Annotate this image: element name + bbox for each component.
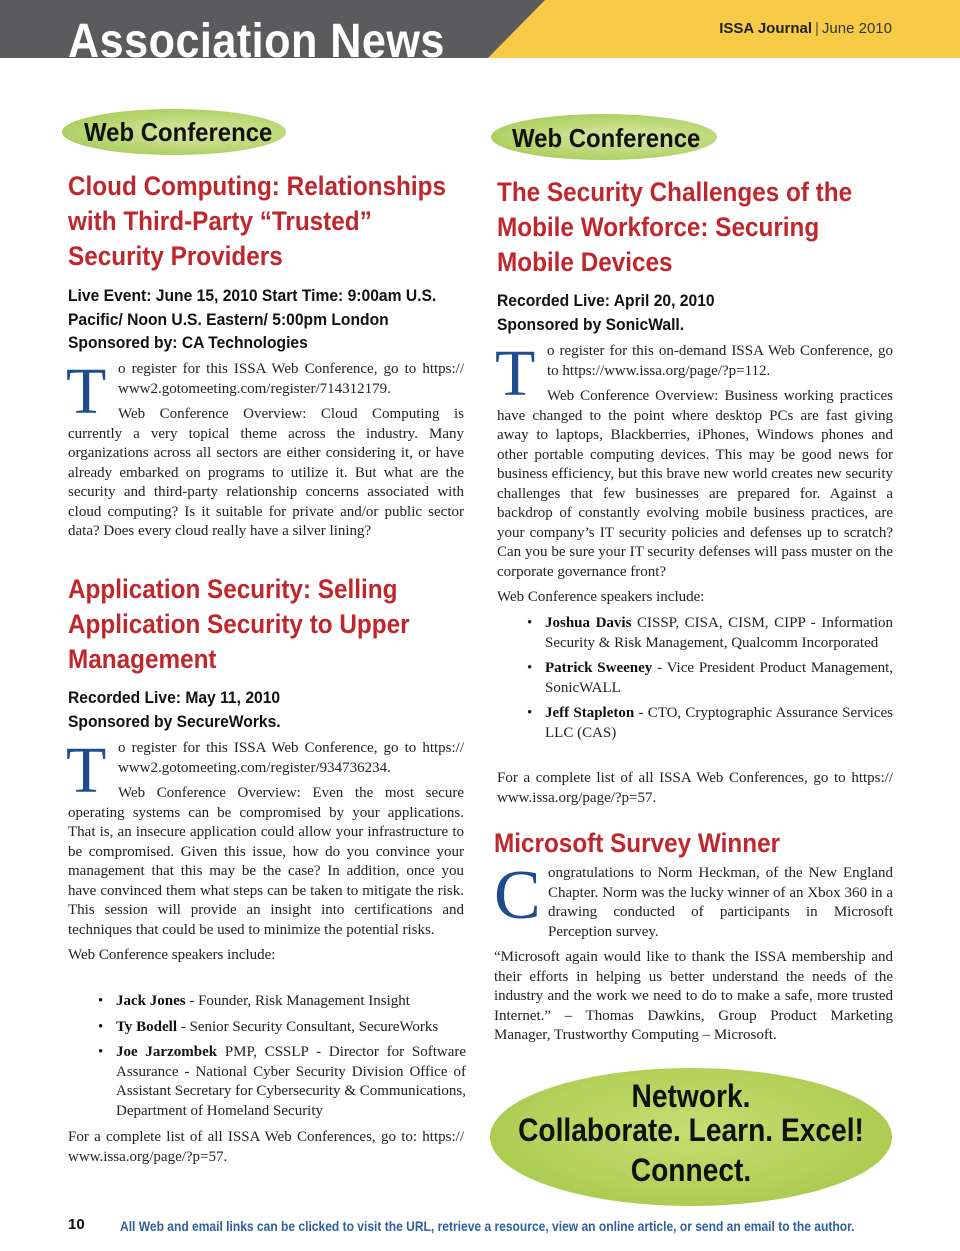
left-article1-headline — [68, 169, 464, 274]
speaker-item — [497, 704, 893, 743]
speaker-item — [68, 1018, 466, 1038]
subhead-line: Sponsored by SonicWall. — [497, 314, 685, 334]
subhead-line: Recorded Live: April 20, 2010 — [497, 291, 715, 310]
survey-intro: ongratulations to Norm Heckman, of the New England Chapter. Norm was the lucky winner of an Xbox 360 in a drawing conducted of participants in Microsoft Perception survey. — [548, 865, 893, 940]
page-number: 10 — [68, 1216, 85, 1233]
promo-line: Connect. — [630, 1152, 752, 1188]
subhead-line: Pacific/ Noon U.S. Eastern/ 5:00pm London — [68, 309, 389, 329]
overview-paragraph: Web Conference Overview: Even the most secure operating systems can be compromised by your applications. That is, an insecure application could allow your infrastructure to be compromised. Given this issue, how do you convince your management that this may be the case? In addition, once you have convinced them what steps can be taken to mitigate the risk. This session will provide an insight into certifications and techniques that could be used to minimize the potential risks. — [68, 785, 464, 938]
right-article1-subhead — [497, 289, 902, 336]
left-speaker-list — [68, 992, 466, 1127]
left-article1-body — [66, 355, 464, 542]
speaker-item — [497, 614, 893, 653]
headline-line: Application Security to Upper — [68, 609, 410, 639]
headline-line: Security Providers — [68, 241, 283, 271]
intro-paragraph: o register for this ISSA Web Conference, go to https:// www2.gotomeeting.com/register/934736234. — [118, 740, 464, 776]
intro-paragraph: o register for this ISSA Web Conference, go to https:// www2.gotomeeting.com/register/714312179. — [118, 361, 464, 397]
intro-paragraph: o register for this on-demand ISSA Web Conference, go to https://www.issa.org/page/?p=112. — [547, 343, 893, 379]
speaker-item — [497, 659, 893, 698]
headline-line: The Security Challenges of the — [497, 177, 853, 207]
subhead-line: Live Event: June 15, 2010 Start Time: 9:00am U.S. — [68, 286, 437, 305]
section-title: Association News — [68, 15, 445, 58]
left-article2-body — [66, 734, 464, 966]
subhead-line: Sponsored by SecureWorks. — [68, 711, 281, 731]
right-tag-label: Web Conference — [512, 123, 701, 153]
speaker-detail: - CTO, Cryptographic Assurance Services LLC (CAS) — [545, 705, 893, 741]
headline-line: with Third-Party “Trusted” — [68, 206, 372, 236]
right-article1-footer[interactable]: For a complete list of all ISSA Web Conferences, go to https:// www.issa.org/page/?p=57. — [497, 770, 893, 806]
survey-quote: “Microsoft again would like to thank the ISSA membership and their efforts in helping us better understand the needs of the industry and the work we need to do to make a safe, more trusted Internet.” – Thomas Dawkins, Group Product Marketing Manager, Trustworthy Computing – Microsoft. — [494, 949, 893, 1043]
issue-date: June 2010 — [821, 20, 892, 37]
footer-note: All Web and email links can be clicked to visit the URL, retrieve a resource, view an online article, or send an email to the author. — [120, 1218, 855, 1234]
speaker-detail: PMP, CSSLP - Director for Software Assurance - National Cyber Security Division Office of Assistant Secretary for Cybersecurity & Communications, Department of Homeland Security — [116, 1044, 466, 1119]
speakers-intro: Web Conference speakers include: — [68, 947, 276, 963]
speaker-detail: - Founder, Risk Management Insight — [185, 993, 410, 1009]
promo-line: Network. — [631, 1078, 751, 1114]
left-article2-footer[interactable]: For a complete list of all ISSA Web Conferences, go to: https:// www.issa.org/page/?p=57. — [68, 1129, 464, 1165]
promo-line: Collaborate. Learn. Excel! — [518, 1112, 864, 1148]
speaker-name: Patrick Sweeney — [545, 660, 653, 676]
survey-headline: Microsoft Survey Winner — [494, 828, 781, 858]
dropcap: T — [495, 337, 536, 410]
survey-body — [494, 857, 893, 1046]
left-article2-headline — [68, 572, 464, 677]
left-tag-label: Web Conference — [84, 117, 273, 147]
headline-line: Management — [68, 644, 217, 674]
left-article2-subhead — [68, 686, 473, 733]
right-speaker-list — [497, 614, 893, 749]
right-article1-headline — [497, 175, 893, 280]
speaker-item — [68, 992, 466, 1012]
speaker-item — [68, 1043, 466, 1121]
headline-line: Mobile Devices — [497, 247, 673, 277]
headline-line: Application Security: Selling — [68, 574, 398, 604]
dropcap: T — [66, 734, 107, 807]
dropcap: C — [494, 857, 541, 934]
speaker-detail: CISSP, CISA, CISM, CIPP - Information Security & Risk Management, Qualcomm Incorporated — [545, 615, 893, 651]
dropcap: T — [66, 355, 107, 428]
speaker-name: Joshua Davis — [545, 615, 632, 631]
speaker-detail: - Vice President Product Management, SonicWALL — [545, 660, 893, 696]
speaker-name: Ty Bodell — [116, 1018, 177, 1035]
speaker-name: Jeff Stapleton — [545, 705, 635, 721]
overview-paragraph: Web Conference Overview: Cloud Computing is currently a very topical theme across the industry. Many organizations across all sectors are either considering it, or have already embarked on programs to utilize it. But what are the security and third-party relationship concerns associated with cloud computing? Is it suitable for private and/or public sector data? Does every cloud really have a silver lining? — [68, 406, 464, 539]
left-article1-subhead — [68, 284, 473, 355]
journal-separator: | — [815, 20, 819, 37]
speakers-intro: Web Conference speakers include: — [497, 589, 705, 605]
speaker-name: Joe Jarzombek — [116, 1044, 218, 1060]
journal-name: ISSA Journal — [719, 20, 813, 37]
headline-line: Cloud Computing: Relationships — [68, 171, 446, 201]
right-article1-body — [495, 337, 893, 608]
subhead-line: Recorded Live: May 11, 2010 — [68, 688, 281, 707]
headline-line: Mobile Workforce: Securing — [497, 212, 820, 242]
speaker-detail: - Senior Security Consultant, SecureWorks — [176, 1018, 439, 1035]
subhead-line: Sponsored by: CA Technologies — [68, 333, 308, 352]
journal-info — [719, 20, 892, 37]
speaker-name: Jack Jones — [116, 993, 186, 1009]
overview-paragraph: Web Conference Overview: Business working practices have changed to the point where desktop PCs are fast giving away to laptops, Blackberries, iPhones, Windows phones and other portable computing devices. This may be good news for business efficiency, but this brave new world creates new security challenges that few businesses are prepared for. Against a backdrop of constantly evolving mobile business practices, are your company’s IT security policies and defenses up to scratch? Can you be sure your IT security defenses will pass muster on the corporate governance front? — [497, 388, 893, 580]
